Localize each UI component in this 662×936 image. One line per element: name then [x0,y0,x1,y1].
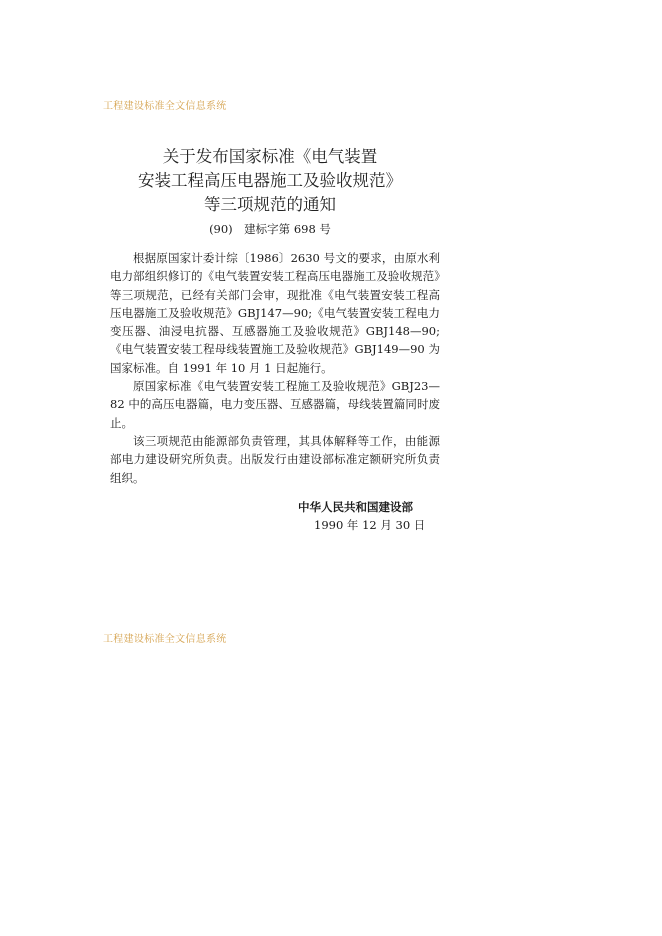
watermark-bottom: 工程建设标准全文信息系统 [103,634,227,645]
title-line-1: 关于发布国家标准《电气装置 [162,147,378,166]
issue-date: 1990 年 12 月 30 日 [314,518,426,532]
paragraph-3: 该三项规范由能源部负责管理，其具体解释等工作，由能源部电力建设研究所负责。出版发行由建设部标准定额研究所负责组织。 [110,433,440,485]
document-number: (90) 建标字第 698 号 [209,222,331,236]
title-line-2: 安装工程高压电器施工及验收规范》 [138,171,402,190]
notice-title [100,145,440,217]
notice-body [110,249,440,487]
title-line-3: 等三项规范的通知 [204,195,336,214]
issuing-authority: 中华人民共和国建设部 [298,500,413,514]
paragraph-1: 根据原国家计委计综〔1986〕2630 号文的要求，由原水利电力部组织修订的《电气装置安装工程高压电器施工及验收规范》等三项规范，已经有关部门会审，现批准《电气装置安装工程高压电器施工及验收规范》GBJ147—90;《电气装置安装工程电力变压器、油浸电抗器、互感器施工及验收规范》GBJ148—90;《电气装置安装工程母线装置施工及验收规范》GBJ149—90 为国家标准。自 1991 年 10 月 1 日起施行。 [110,251,440,375]
watermark-top: 工程建设标准全文信息系统 [103,101,227,112]
paragraph-2: 原国家标准《电气装置安装工程施工及验收规范》GBJ23—82 中的高压电器篇，电力变压器、互感器篇，母线装置篇同时废止。 [110,379,440,430]
